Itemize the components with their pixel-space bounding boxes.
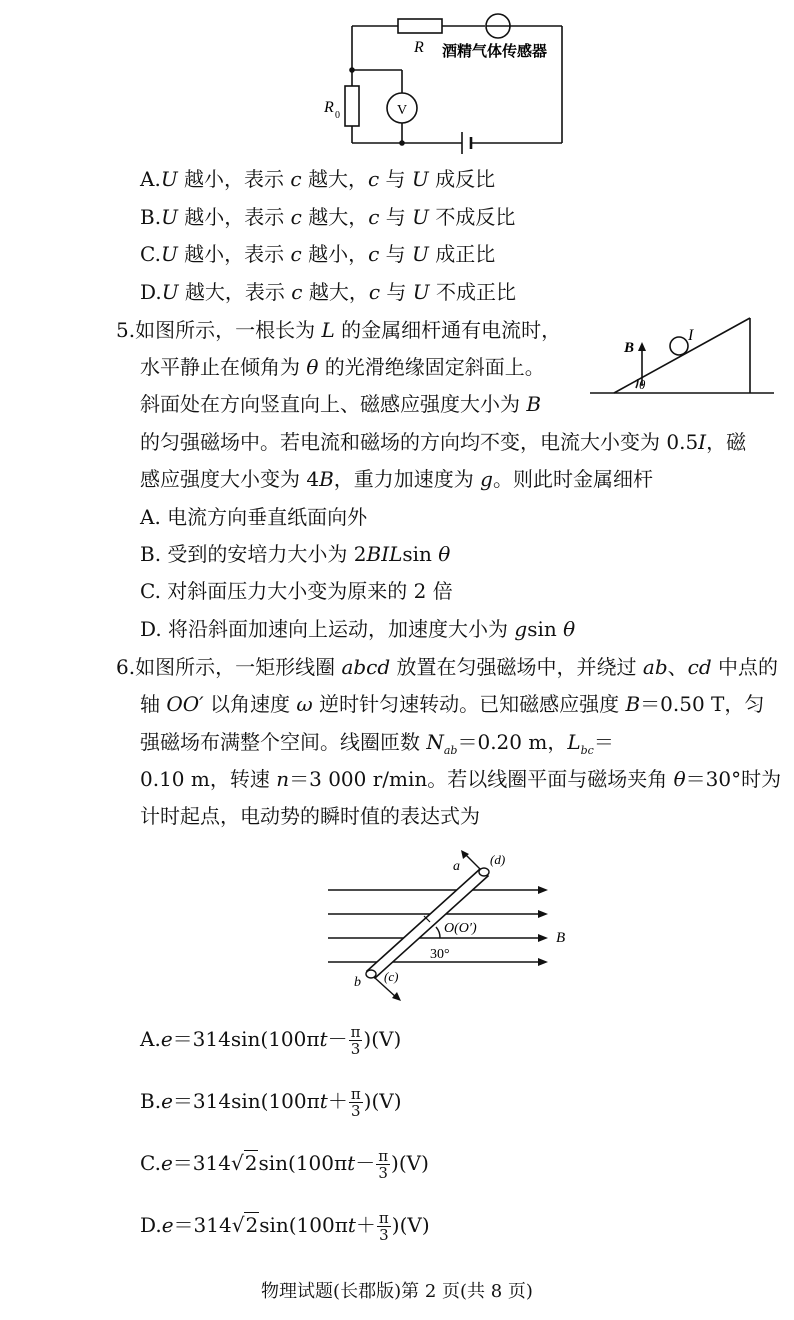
label-field-b: B [556, 930, 566, 946]
q5-stem-line3: 斜面处在方向竖直向上、磁感应强度大小为 B [140, 392, 542, 416]
q6-option-c: C.e＝314√2sin(100πt－ $\frac{\pi}{3}$ )(V) [140, 1147, 429, 1182]
coil-diagram [320, 842, 580, 1007]
q5-option-c: C. 对斜面压力大小变为原来的 2 倍 [140, 579, 453, 603]
label-r: R [414, 39, 424, 56]
q5-option-d: D. 将沿斜面加速向上运动，加速度大小为 gsin θ [140, 617, 576, 641]
q4-option-d: D.U 越大，表示 c 越大，c 与 U 不成正比 [140, 280, 516, 304]
label-r0-sub: 0 [335, 110, 340, 121]
q6-option-b: B.e＝314sin(100πt＋ $\frac{\pi}{3}$ )(V) [140, 1085, 402, 1120]
q4-option-b: B.U 越小，表示 c 越大，c 与 U 不成反比 [140, 205, 516, 229]
q4-option-c: C.U 越小，表示 c 越小，c 与 U 成正比 [140, 242, 496, 266]
rod-cross-section [670, 337, 688, 355]
label-c: (c) [384, 969, 399, 984]
q6-stem-line3: 强磁场布满整个空间。线圈匝数 $N_{ab}=0.20$ m，$L_{bc}=$ [140, 730, 614, 757]
q6-stem-line1: 6.如图所示，一矩形线圈 abcd 放置在匀强磁场中，并绕过 ab、cd 中点的 [116, 655, 779, 679]
label-b: B [624, 340, 635, 356]
label-v: V [397, 103, 408, 118]
q6-option-a: A.e＝314sin(100πt－ $\frac{\pi}{3}$ )(V) [140, 1023, 402, 1058]
label-axis-o: O(O′) [444, 921, 477, 936]
incline-diagram [586, 312, 776, 402]
q6-stem-line2: 轴 OO′ 以角速度 ω 逆时针匀速转动。已知磁感应强度 B＝0.50 T，匀 [140, 692, 765, 716]
resistor-r0 [345, 86, 359, 126]
label-angle: 30° [430, 947, 450, 962]
q5-option-b: B. 受到的安培力大小为 2BILsin θ [140, 542, 451, 566]
q5-stem-line2: 水平静止在倾角为 θ 的光滑绝缘固定斜面上。 [140, 355, 545, 379]
q6-option-d: D.e＝314√2sin(100πt＋ $\frac{\pi}{3}$ )(V) [140, 1209, 430, 1244]
q6-stem-line4: 0.10 m，转速 n＝3 000 r/min。若以线圈平面与磁场夹角 θ＝30°时为 [140, 767, 782, 791]
q5-stem-line5: 感应强度大小变为 4B，重力加速度为 g。则此时金属细杆 [140, 467, 653, 491]
q5-option-a: A. 电流方向垂直纸面向外 [140, 505, 368, 529]
sensor-label: 酒精气体传感器 [442, 44, 548, 60]
resistor-r [398, 19, 442, 33]
label-r0: R [324, 99, 334, 116]
page-footer: 物理试题(长郡版)第 2 页(共 8 页) [261, 1281, 533, 1302]
label-theta: θ [639, 377, 646, 392]
q5-stem-line4: 的匀强磁场中。若电流和磁场的方向均不变，电流大小变为 0.5I，磁 [140, 430, 747, 454]
label-a: a [453, 859, 460, 874]
label-b-point: b [354, 975, 361, 990]
q6-stem-line5: 计时起点，电动势的瞬时值的表达式为 [140, 804, 480, 828]
q4-option-a: A.U 越小，表示 c 越大，c 与 U 成反比 [140, 167, 496, 191]
circuit-diagram [310, 6, 580, 156]
label-i: I [688, 327, 694, 344]
label-d: (d) [490, 852, 506, 867]
q5-stem-line1: 5.如图所示，一根长为 L 的金属细杆通有电流时， [116, 318, 562, 342]
